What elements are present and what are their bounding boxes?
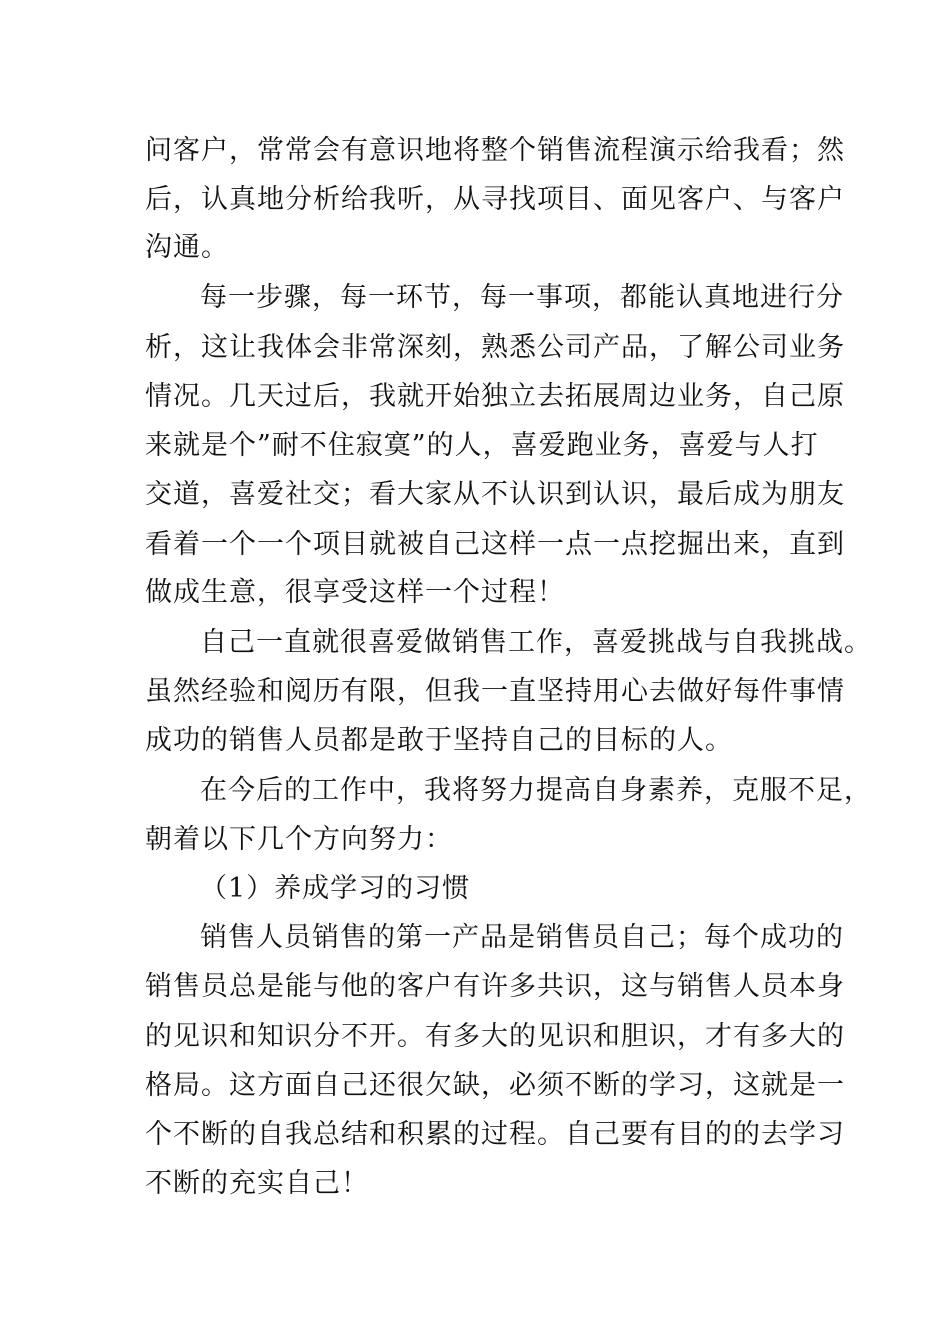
text-line: 来就是个”耐不住寂寞”的人，喜爱跑业务，喜爱与人打	[145, 430, 819, 461]
text-line: 成功的销售人员都是敢于坚持自己的目标的人。	[145, 725, 733, 756]
section-heading: （1）养成学习的习惯	[200, 873, 471, 904]
text-line: 情况。几天过后，我就开始独立去拓展周边业务，自己原	[145, 381, 845, 412]
text-line: 看着一个一个项目就被自己这样一点一点挖掘出来，直到	[145, 529, 845, 560]
text-line: 个不断的自我总结和积累的过程。自己要有目的的去学习	[145, 1119, 845, 1150]
paragraph-first-line: 每一步骤，每一环节，每一事项，都能认真地进行分	[200, 282, 844, 313]
text-line: 做成生意，很享受这样一个过程！	[145, 577, 565, 608]
text-line: 后，认真地分析给我听，从寻找项目、面见客户、与客户	[145, 184, 845, 215]
paragraph-first-line: 销售人员销售的第一产品是销售员自己；每个成功的	[200, 922, 844, 953]
text-line: 的见识和知识分不开。有多大的见识和胆识，才有多大的	[145, 1021, 845, 1052]
paragraph-first-line: 自己一直就很喜爱做销售工作，喜爱挑战与自我挑战。	[200, 627, 872, 658]
text-line: 不断的充实自己！	[145, 1168, 369, 1199]
text-line: 虽然经验和阅历有限，但我一直坚持用心去做好每件事情	[145, 676, 845, 707]
paragraph-first-line: 在今后的工作中，我将努力提高自身素养，克服不足，	[200, 775, 872, 806]
text-line: 朝着以下几个方向努力：	[145, 824, 453, 855]
text-line: 销售员总是能与他的客户有许多共识，这与销售人员本身	[145, 971, 845, 1002]
text-line: 沟通。	[145, 232, 229, 263]
text-line: 交道，喜爱社交；看大家从不认识到认识，最后成为朋友	[145, 479, 845, 510]
text-line: 问客户，常常会有意识地将整个销售流程演示给我看；然	[145, 135, 845, 166]
text-line: 析，这让我体会非常深刻，熟悉公司产品，了解公司业务	[145, 332, 845, 363]
text-line: 格局。这方面自己还很欠缺，必须不断的学习，这就是一	[145, 1070, 845, 1101]
